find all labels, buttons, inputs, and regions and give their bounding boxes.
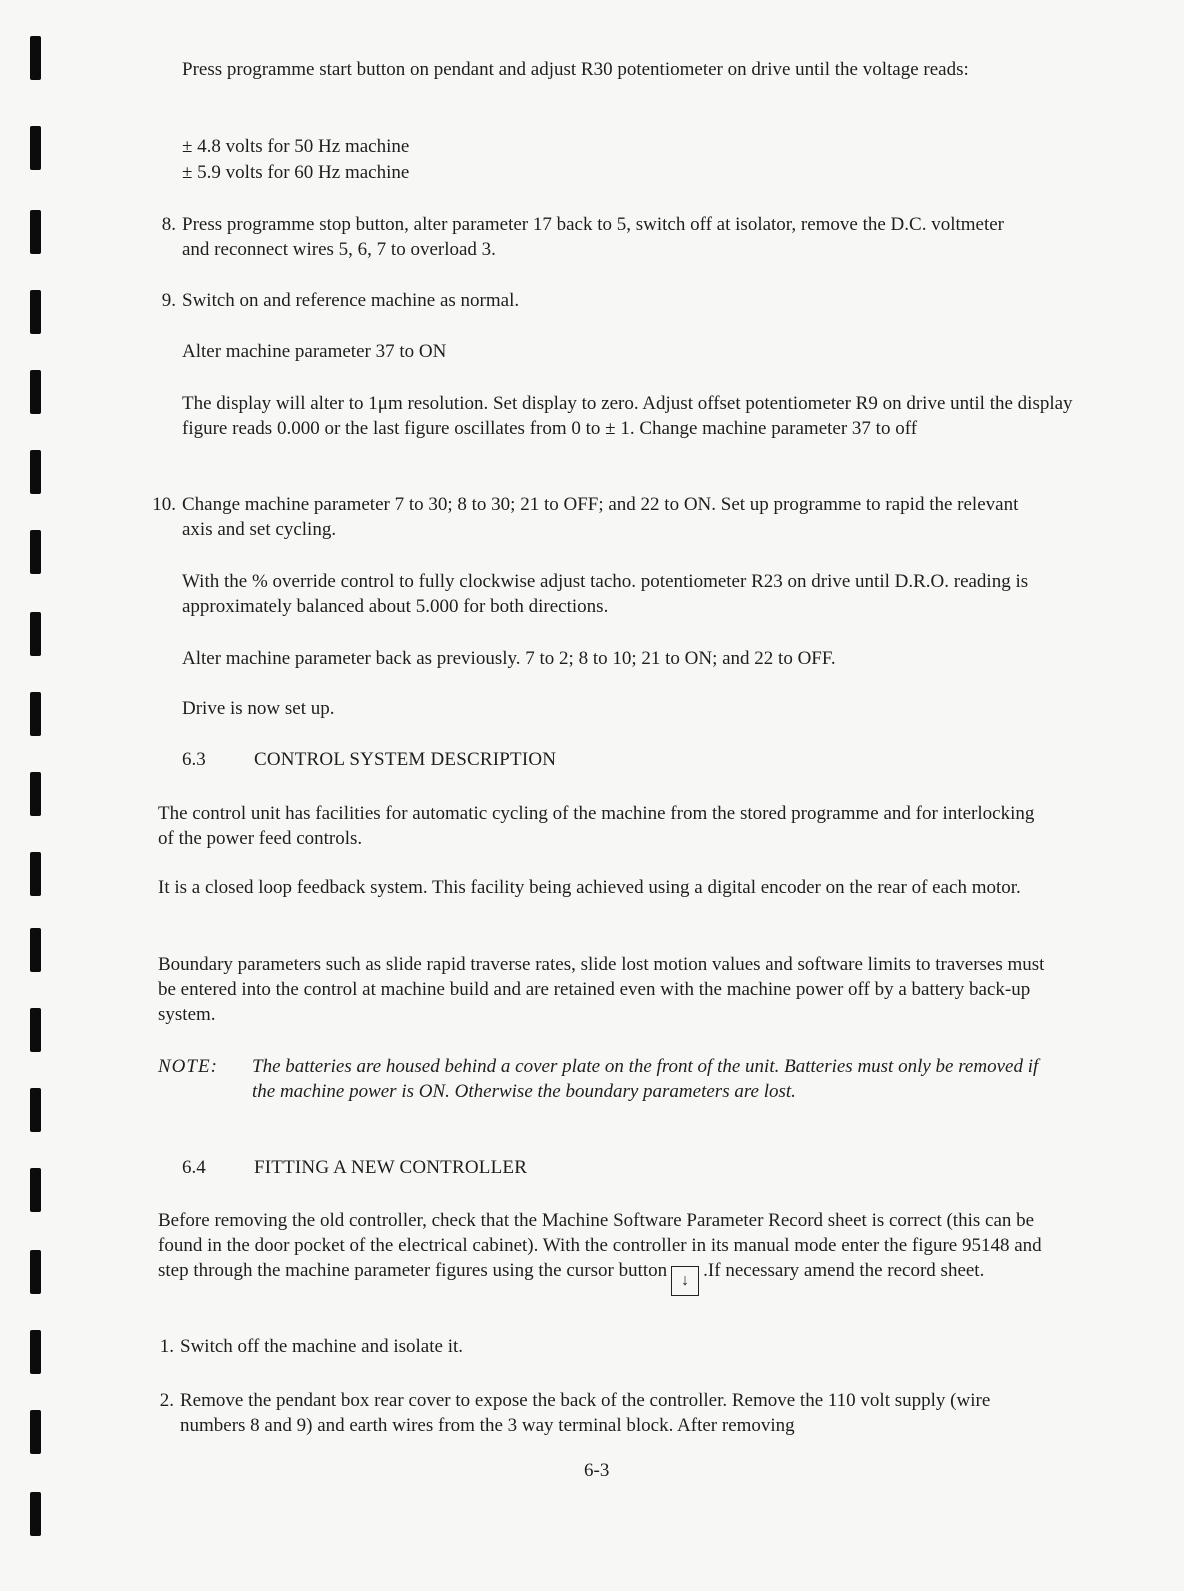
cursor-down-key-icon: ↓ — [671, 1266, 699, 1296]
step-text: Remove the pendant box rear cover to expose the back of the controller. Remove the 110 volt supply (wire numbers 8 and 9) and earth wires from the 3 way terminal block. After removing — [180, 1390, 991, 1436]
binder-hole — [30, 450, 41, 494]
section-6-3-paragraph: It is a closed loop feedback system. This facility being achieved using a digital encoder on the rear of each motor. — [158, 877, 1021, 898]
binder-hole — [30, 1330, 41, 1374]
step-8 — [161, 212, 1024, 262]
section-6-4-paragraph — [158, 1208, 1053, 1296]
voltage-reading-60hz: ± 5.9 volts for 60 Hz machine — [182, 162, 410, 183]
fitting-step-1 — [159, 1334, 1040, 1359]
binder-hole — [30, 210, 41, 254]
page-number: 6-3 — [584, 1460, 610, 1481]
note-label: NOTE: — [158, 1056, 218, 1077]
binder-hole — [30, 612, 41, 656]
binder-hole — [30, 530, 41, 574]
binder-hole — [30, 1492, 41, 1536]
binder-hole — [30, 1088, 41, 1132]
step-text: Switch off the machine and isolate it. — [180, 1336, 463, 1357]
section-6-3-paragraph: Boundary parameters such as slide rapid traverse rates, slide lost motion values and software limits to traverses must be entered into the control at machine build and are retained even with the machine power off by a battery back-up system. — [158, 954, 1045, 1025]
voltage-reading-50hz: ± 4.8 volts for 50 Hz machine — [182, 136, 410, 157]
step-10-tacho-paragraph: With the % override control to fully clockwise adjust tacho. potentiometer R23 on drive until D.R.O. reading is approximately balanced about 5.000 for both directions. — [182, 571, 1029, 617]
binder-hole — [30, 36, 41, 80]
binder-hole — [30, 290, 41, 334]
binder-hole — [30, 126, 41, 170]
section-heading-6-4 — [182, 1155, 882, 1180]
step-9-display-paragraph: The display will alter to 1μm resolution. Set display to zero. Adjust offset potentiometer R9 on drive until the display figure reads 0.000 or the last figure oscillates from 0 to ± 1. Change machine parameter 37 to off — [182, 393, 1073, 439]
binder-hole — [30, 1250, 41, 1294]
binder-hole — [30, 692, 41, 736]
step-number: 1. — [159, 1336, 174, 1357]
fitting-step-2 — [159, 1388, 1055, 1438]
step-number: 10. — [152, 494, 176, 515]
step-10-done-paragraph: Drive is now set up. — [182, 698, 335, 719]
step-number: 2. — [159, 1390, 174, 1411]
binder-hole — [30, 772, 41, 816]
step-number: 8. — [161, 214, 176, 235]
section-title: CONTROL SYSTEM DESCRIPTION — [254, 749, 557, 770]
section-number: 6.3 — [182, 749, 206, 770]
binder-hole — [30, 852, 41, 896]
section-6-3-paragraph: The control unit has facilities for automatic cycling of the machine from the stored programme and for interlocking of the power feed controls. — [158, 803, 1035, 849]
step-10-revert-paragraph: Alter machine parameter back as previously. 7 to 2; 8 to 10; 21 to ON; and 22 to OFF. — [182, 648, 836, 669]
section-number: 6.4 — [182, 1157, 206, 1178]
paragraph-text-continued: .If necessary amend the record sheet. — [703, 1260, 985, 1281]
binder-hole — [30, 1168, 41, 1212]
section-heading-6-3 — [182, 747, 882, 772]
step-text: Switch on and reference machine as normal. — [182, 290, 520, 311]
intro-paragraph: Press programme start button on pendant and adjust R30 potentiometer on drive until the voltage reads: — [182, 59, 969, 80]
step-10 — [152, 492, 1027, 542]
binder-hole — [30, 1008, 41, 1052]
binder-hole — [30, 928, 41, 972]
step-number: 9. — [161, 290, 176, 311]
step-text: Press programme stop button, alter parameter 17 back to 5, switch off at isolator, remove the D.C. voltmeter and reconnect wires 5, 6, 7 to overload 3. — [182, 214, 1005, 260]
step-text: Change machine parameter 7 to 30; 8 to 30; 21 to OFF; and 22 to ON. Set up programme to rapid the relevant axis and set cycling. — [182, 494, 1019, 540]
note-text: The batteries are housed behind a cover plate on the front of the unit. Batteries must only be removed if the machine power is ON. Otherwise the boundary parameters are lost. — [252, 1056, 1039, 1102]
section-title: FITTING A NEW CONTROLLER — [254, 1157, 528, 1178]
step-9 — [161, 288, 1042, 313]
binder-hole — [30, 370, 41, 414]
binder-hole — [30, 1410, 41, 1454]
paragraph-text: Before removing the old controller, check that the Machine Software Parameter Record sheet is correct (this can be found in the door pocket of the electrical cabinet). With the controller in its manual mode enter the figure 95148 and step through the machine parameter figures using the cursor button — [158, 1210, 1042, 1281]
step-9-parameter-note: Alter machine parameter 37 to ON — [182, 341, 447, 362]
